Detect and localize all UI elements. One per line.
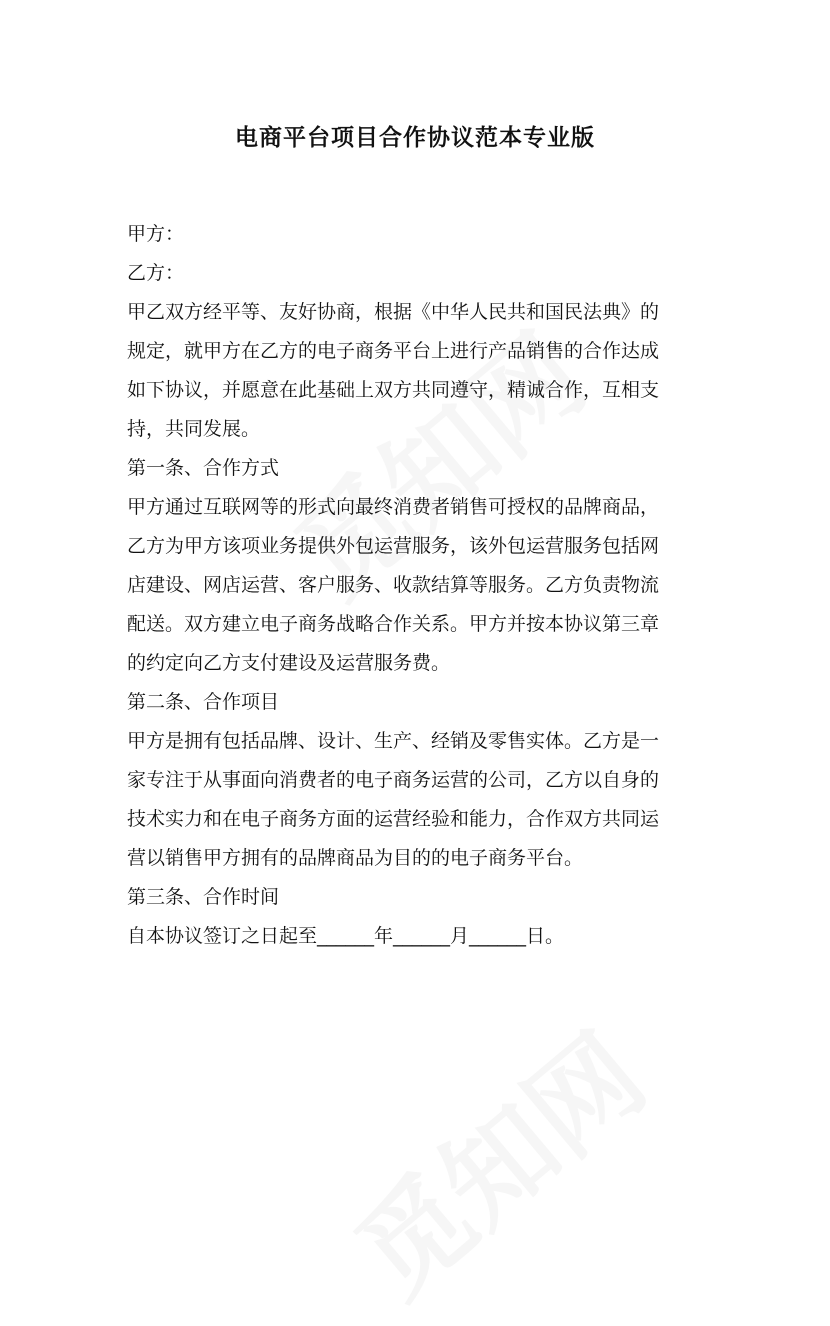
article-line: 技术实力和在电子商务方面的运营经验和能力，合作双方共同运: [127, 808, 660, 830]
article-line: 甲方通过互联网等的形式向最终消费者销售可授权的品牌商品，: [127, 496, 660, 518]
article-1-heading: 第一条、合作方式: [127, 457, 280, 479]
article-line: 家专注于从事面向消费者的电子商务运营的公司，乙方以自身的: [127, 769, 660, 791]
article-line: 自本协议签订之日起至______年______月______日。: [127, 925, 565, 947]
party-a-label: 甲方：: [127, 223, 185, 245]
article-line: 店建设、网店运营、客户服务、收款结算等服务。乙方负责物流: [127, 574, 660, 596]
article-line: 甲方是拥有包括品牌、设计、生产、经销及零售实体。乙方是一: [127, 730, 660, 752]
document-body: [127, 215, 717, 956]
preamble-line: 如下协议，并愿意在此基础上双方共同遵守，精诚合作，互相支: [127, 379, 660, 401]
preamble-line: 甲乙双方经平等、友好协商，根据《中华人民共和国民法典》的: [127, 301, 660, 323]
article-line: 乙方为甲方该项业务提供外包运营服务，该外包运营服务包括网: [127, 535, 660, 557]
article-3-heading: 第三条、合作时间: [127, 886, 280, 908]
preamble-line: 持，共同发展。: [127, 418, 261, 440]
document-title: 电商平台项目合作协议范本专业版: [235, 125, 595, 151]
article-line: 配送。双方建立电子商务战略合作关系。甲方并按本协议第三章: [127, 613, 660, 635]
article-3-paragraph: [127, 917, 717, 956]
party-b-label: 乙方：: [127, 262, 185, 284]
article-1-paragraph: [127, 488, 717, 683]
article-2-heading: 第二条、合作项目: [127, 691, 280, 713]
article-2-paragraph: [127, 722, 717, 878]
article-line: 的约定向乙方支付建设及运营服务费。: [127, 652, 451, 674]
article-line: 营以销售甲方拥有的品牌商品为目的的电子商务平台。: [127, 847, 584, 869]
watermark: [318, 992, 672, 1325]
preamble-line: 规定，就甲方在乙方的电子商务平台上进行产品销售的合作达成: [127, 340, 660, 362]
preamble-paragraph: [127, 293, 717, 449]
